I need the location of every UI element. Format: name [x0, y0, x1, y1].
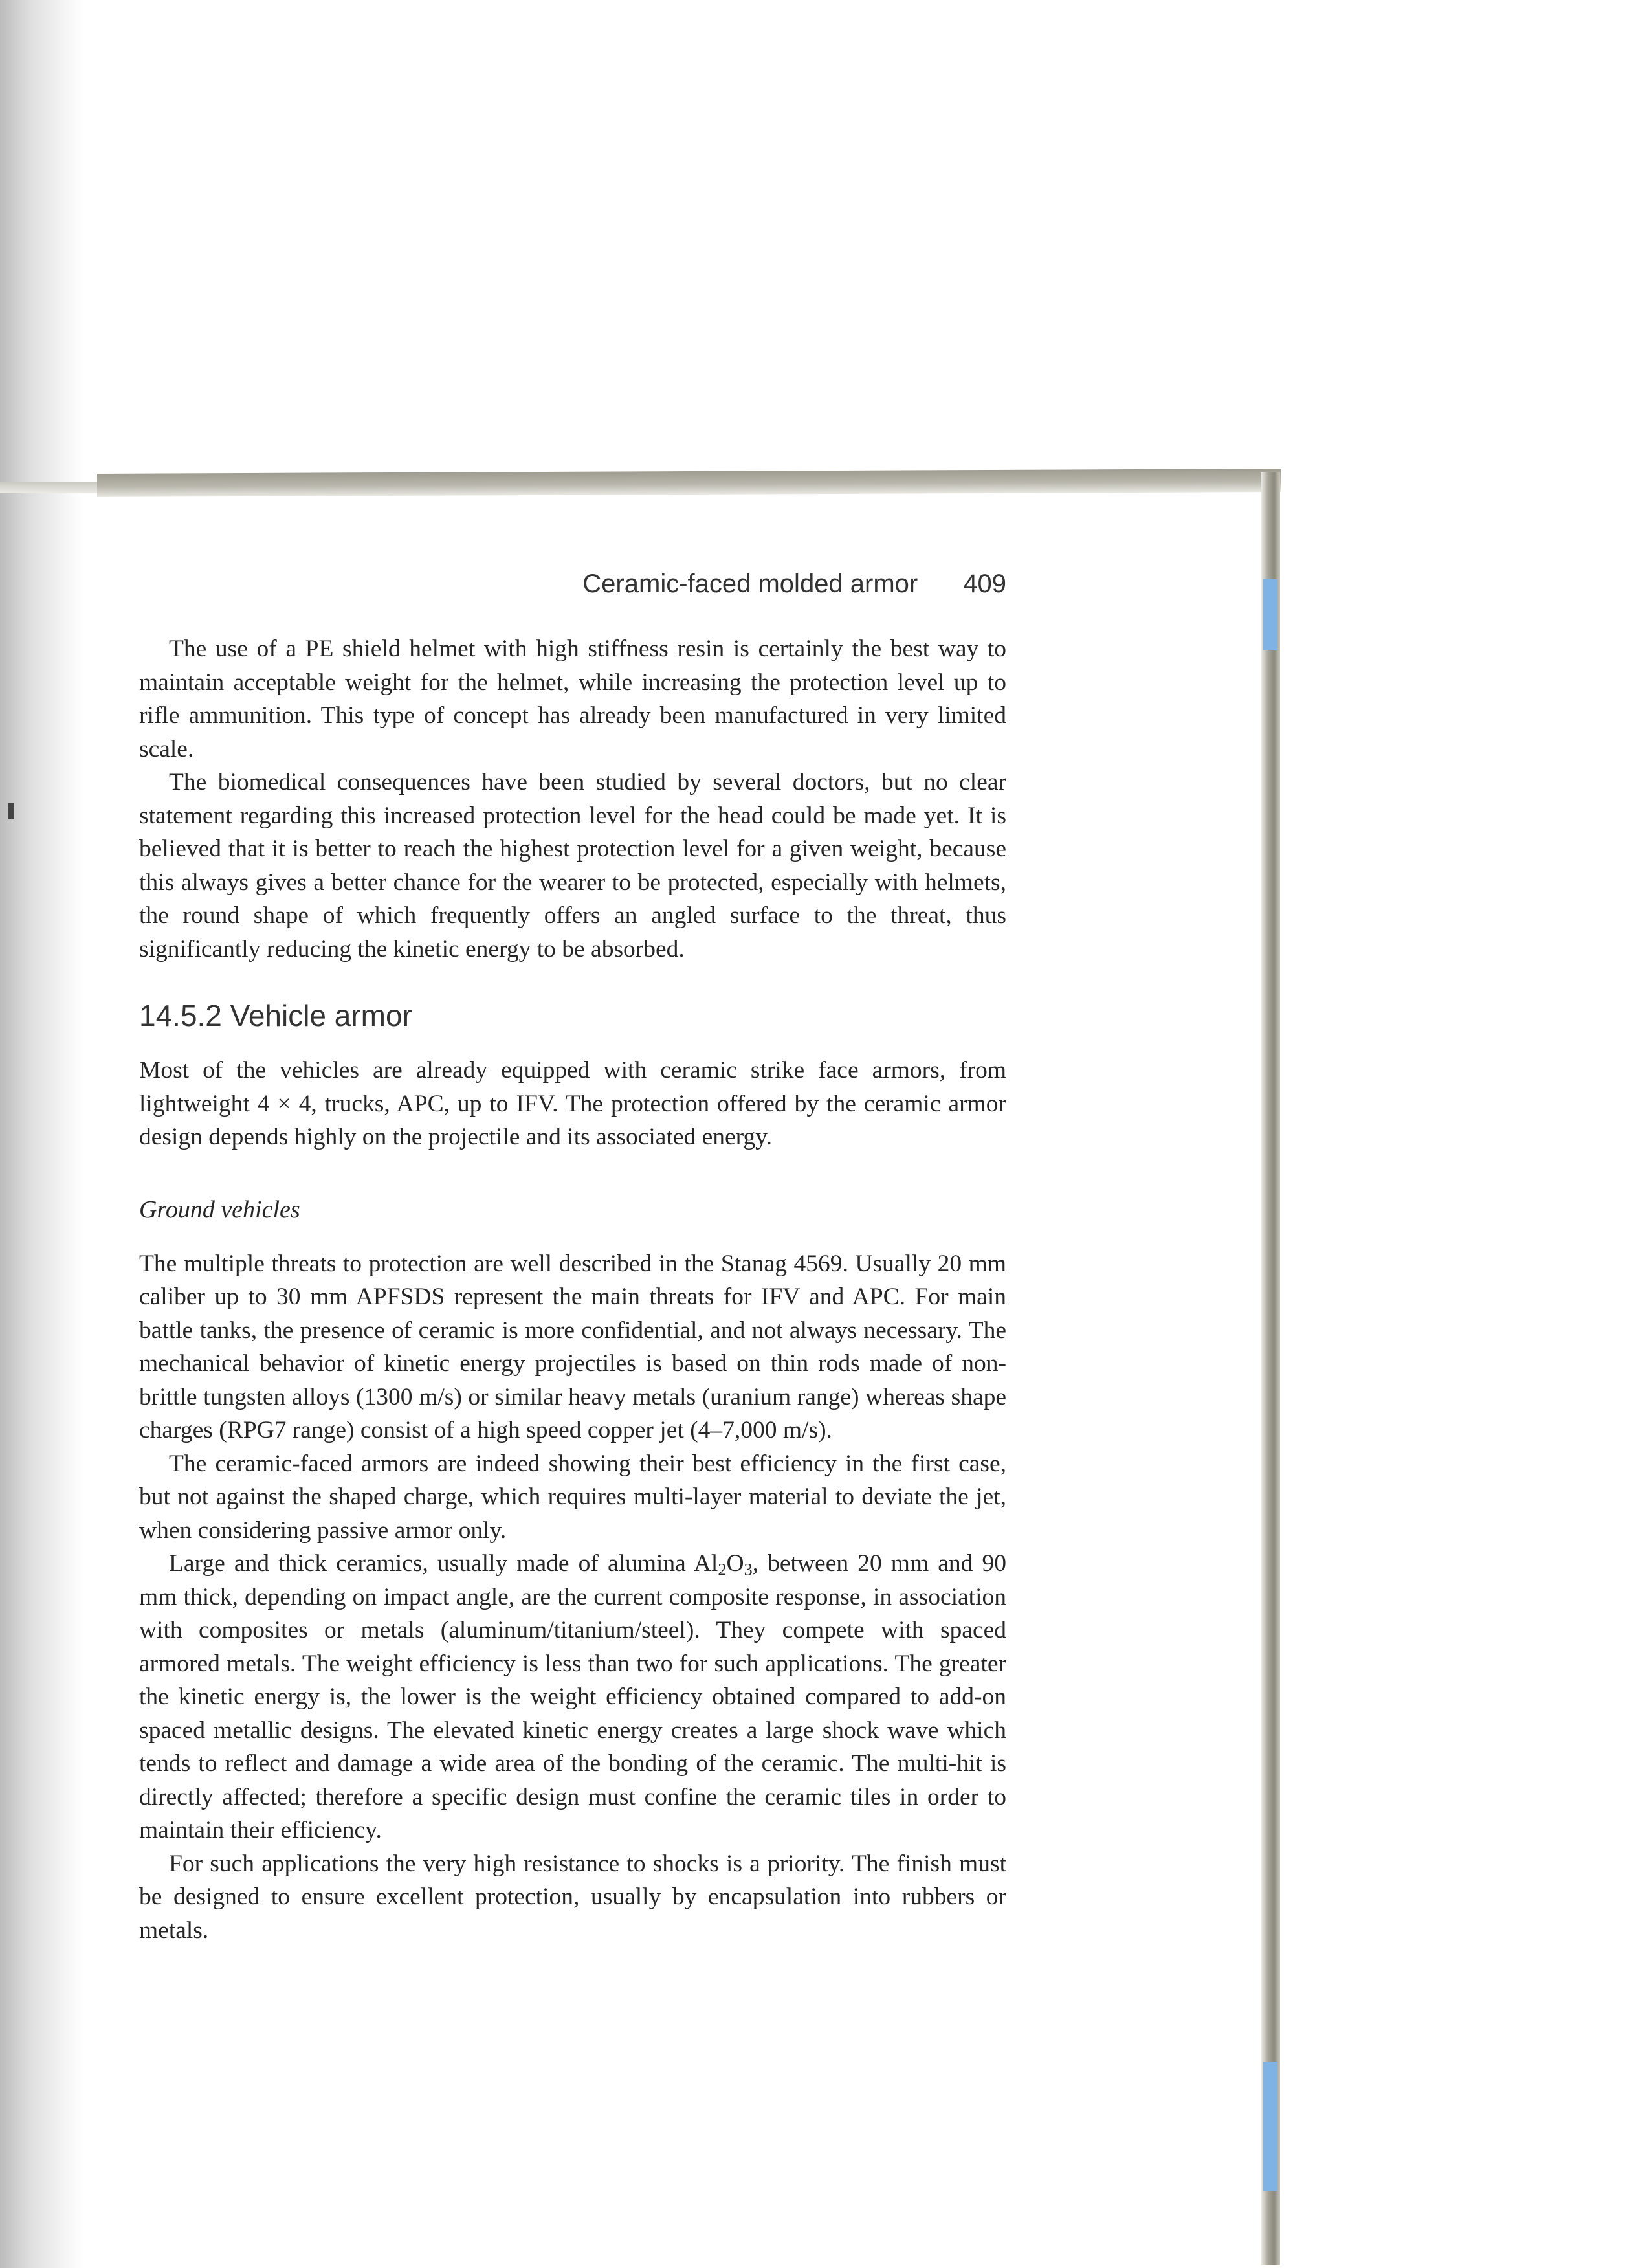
- paragraph: The ceramic-faced armors are indeed showing their best efficiency in the first case, but not against the shaped charge, which requires multi-layer material to deviate the jet, when considering passive armor only.: [139, 1450, 1006, 1544]
- text-run: Large and thick ceramics, usually made of alumina Al: [169, 1550, 718, 1577]
- paragraph: The multiple threats to protection are well described in the Stanag 4569. Usually 20 mm caliber up to 30 mm APFSDS represent the main threats for IFV and APC. For main battle tanks, the presence of ceramic is more confidential, and not always necessary. The mechanical behavior of kinetic energy projectiles is based on thin rods made of non-brittle tungsten alloys (1300 m/s) or similar heavy metals (uranium range) whereas shape charges (RPG7 range) consist of a high speed copper jet (4–7,000 m/s).: [139, 1250, 1006, 1443]
- facing-page-edge: [0, 482, 110, 493]
- paragraph: For such applications the very high resistance to shocks is a priority. The finish must be designed to ensure excellent protection, usually by encapsulation into rubbers or metals.: [139, 1850, 1006, 1944]
- paragraph: Most of the vehicles are already equipped with ceramic strike face armors, from lightweight 4 × 4, trucks, APC, up to IFV. The protection offered by the ceramic armor design depends highly on the projectile and its associated energy.: [139, 1057, 1006, 1150]
- page-top-edge: [97, 469, 1281, 497]
- running-head-title: Ceramic-faced molded armor: [582, 570, 918, 598]
- paragraph: The use of a PE shield helmet with high stiffness resin is certainly the best way to maintain acceptable weight for the helmet, while increasing the protection level up to rifle ammunition. This type of concept has already been manufactured in very limited scale.: [139, 636, 1006, 762]
- paragraph: The biomedical consequences have been studied by several doctors, but no clear statement regarding this increased protection level for the head could be made yet. It is believed that it is better to reach the highest protection level for a given weight, because this always gives a better chance for the wearer to be protected, especially with helmets, the round shape of which frequently offers an angled surface to the threat, thus significantly reducing the kinetic energy to be absorbed.: [139, 769, 1006, 962]
- running-head: [139, 570, 1006, 599]
- book-page: [139, 570, 1006, 1947]
- text-run: , between 20 mm and 90 mm thick, depending on impact angle, are the current composite response, in association with composites or metals (aluminum/titanium/steel). They compete with spaced armored metals. The weight efficiency is less than two for such applications. The greater the kinetic energy is, the lower is the weight efficiency obtained compared to add-on spaced metallic designs. The elevated kinetic energy creates a large shock wave which tends to reflect and damage a wide area of the bonding of the ceramic. The multi-hit is directly affected; therefore a specific design must confine the ceramic tiles in order to maintain their efficiency.: [139, 1550, 1006, 1843]
- thumb-tab-top: [1263, 579, 1277, 650]
- binding-shadow: [0, 0, 84, 2268]
- page-right-edge: [1261, 472, 1280, 2265]
- thumb-tab-bottom: [1263, 2062, 1277, 2191]
- page-number: 409: [963, 570, 1006, 598]
- subscript: 2: [718, 1560, 727, 1579]
- paragraph: [139, 1547, 1006, 1847]
- scan-mark: [8, 803, 14, 819]
- section-heading: 14.5.2 Vehicle armor: [139, 999, 412, 1032]
- text-run: O: [726, 1550, 744, 1577]
- subsection-heading: Ground vehicles: [139, 1195, 300, 1223]
- subscript: 3: [744, 1560, 753, 1579]
